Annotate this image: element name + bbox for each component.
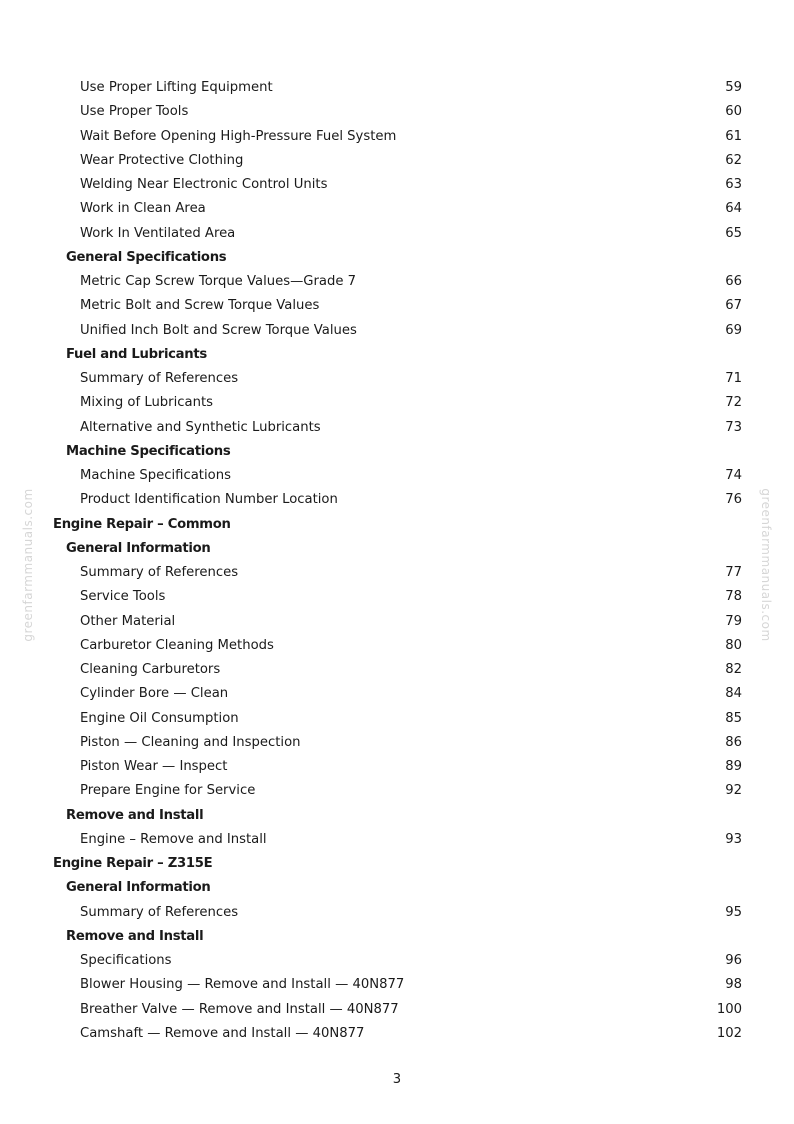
toc-entry-page-number: 72 [725,395,742,411]
toc-entry-title: Cleaning Carburetors [80,662,221,677]
toc-entry[interactable] [0,828,794,852]
toc-entry-title: Piston — Cleaning and Inspection [80,734,301,750]
toc-entry-page-number: 64 [725,201,742,217]
toc-entry-title: Blower Housing — Remove and Install — 40N877 [80,977,405,993]
toc-entry-page-number: 102 [716,1025,742,1041]
toc-entry-page-number: 59 [725,80,742,95]
toc-entry-title: Work In Ventilated Area [80,225,236,241]
toc-entry[interactable] [0,391,794,415]
toc-section-heading [0,440,794,464]
toc-entry-title: Unified Inch Bolt and Screw Torque Values [80,322,357,338]
toc-entry[interactable] [0,901,794,925]
toc-entry-page-number: 78 [725,589,742,605]
toc-entry-page-number: 77 [725,565,742,580]
toc-entry-page-number: 79 [725,613,742,629]
toc-entry-page-number: 71 [725,371,742,386]
toc-entry[interactable] [0,149,794,173]
toc-entry[interactable] [0,561,794,585]
toc-entry[interactable] [0,222,794,246]
toc-entry-page-number: 73 [725,419,742,435]
toc-entry-title: Summary of References [80,565,239,580]
toc-entry-page-number: 85 [725,710,742,726]
toc-entry[interactable] [0,100,794,124]
toc-entry-title: General Information [66,880,211,896]
toc-entry-title: Use Proper Tools [80,104,189,120]
toc-entry-title: Prepare Engine for Service [80,783,256,799]
toc-entry-title: Breather Valve — Remove and Install — 40N877 [80,1001,399,1017]
toc-entry-title: Cylinder Bore — Clean [80,686,229,702]
toc-entry-title: Metric Cap Screw Torque Values—Grade 7 [80,274,357,289]
toc-entry-title: Service Tools [80,589,166,605]
toc-entry-title: General Information [66,540,211,556]
toc-entry[interactable] [0,125,794,149]
toc-entry-title: Wear Protective Clothing [80,152,244,168]
toc-entry[interactable] [0,585,794,609]
toc-entry-page-number: 84 [725,686,742,702]
toc-entry[interactable] [0,1022,794,1046]
toc-entry-page-number: 89 [725,759,742,774]
toc-entry-title: Engine Repair – Z315E [53,856,213,871]
toc-entry[interactable] [0,682,794,706]
toc-entry-page-number: 86 [725,734,742,750]
toc-entry-title: Carburetor Cleaning Methods [80,637,274,653]
toc-entry-title: Mixing of Lubricants [80,395,213,411]
toc-entry-page-number: 76 [725,492,742,508]
toc-entry-title: Wait Before Opening High-Pressure Fuel System [80,128,397,144]
toc-entry-page-number: 60 [725,104,742,120]
toc-entry-page-number: 100 [716,1001,742,1017]
toc-section-heading [0,804,794,828]
toc-entry-title: Specifications [80,953,172,968]
toc-entry-title: Machine Specifications [66,443,231,459]
toc-entry-page-number: 92 [725,783,742,799]
toc-entry-title: Engine Oil Consumption [80,710,239,726]
toc-entry[interactable] [0,294,794,318]
toc-chapter-heading [0,513,794,537]
toc-entry[interactable] [0,367,794,391]
toc-entry-title: Remove and Install [66,807,204,823]
toc-entry[interactable] [0,779,794,803]
toc-entry-title: Remove and Install [66,928,204,944]
toc-entry[interactable] [0,998,794,1022]
toc-entry-title: Welding Near Electronic Control Units [80,177,328,192]
toc-entry-title: Camshaft — Remove and Install — 40N877 [80,1025,365,1041]
toc-section-heading [0,246,794,270]
toc-section-heading [0,925,794,949]
toc-entry[interactable] [0,173,794,197]
toc-entry-title: Engine Repair – Common [53,516,231,532]
toc-entry-title: Metric Bolt and Screw Torque Values [80,298,320,314]
toc-entry[interactable] [0,197,794,221]
toc-entry-page-number: 98 [725,977,742,993]
toc-section-heading [0,876,794,900]
toc-entry-page-number: 67 [725,298,742,314]
toc-entry[interactable] [0,416,794,440]
toc-entry[interactable] [0,464,794,488]
toc-entry-page-number: 61 [725,128,742,144]
toc-entry[interactable] [0,488,794,512]
toc-entry[interactable] [0,755,794,779]
toc-entry-page-number: 82 [725,662,742,677]
watermark-left: greenfarmmanuals.com [21,488,35,642]
toc-entry-title: General Specifications [66,249,227,265]
toc-entry[interactable] [0,610,794,634]
toc-entry-page-number: 93 [725,831,742,847]
watermark-right: greenfarmmanuals.com [759,488,773,642]
toc-entry-page-number: 62 [725,152,742,168]
toc-entry-title: Product Identification Number Location [80,492,338,508]
toc-entry-title: Work in Clean Area [80,201,206,217]
toc-entry-title: Machine Specifications [80,468,231,483]
toc-entry[interactable] [0,319,794,343]
toc-entry-title: Summary of References [80,904,239,920]
toc-entry-page-number: 96 [725,953,742,968]
toc-entry[interactable] [0,707,794,731]
toc-entry[interactable] [0,270,794,294]
toc-entry[interactable] [0,973,794,997]
toc-entry[interactable] [0,949,794,973]
toc-entry-title: Engine – Remove and Install [80,831,267,847]
toc-section-heading [0,537,794,561]
toc-entry-title: Use Proper Lifting Equipment [80,80,273,95]
table-of-contents [0,76,794,1046]
toc-entry-page-number: 65 [725,225,742,241]
toc-entry-title: Other Material [80,613,176,629]
toc-entry[interactable] [0,731,794,755]
toc-entry-page-number: 80 [725,637,742,653]
toc-entry[interactable] [0,658,794,682]
toc-entry-page-number: 74 [725,468,742,483]
toc-entry-title: Summary of References [80,371,239,386]
toc-entry[interactable] [0,76,794,100]
toc-section-heading [0,343,794,367]
toc-entry-title: Piston Wear — Inspect [80,759,228,774]
toc-entry-page-number: 63 [725,177,742,192]
toc-entry-page-number: 95 [725,904,742,920]
toc-entry-title: Fuel and Lubricants [66,346,207,362]
toc-chapter-heading [0,852,794,876]
page-number: 3 [392,1072,402,1087]
toc-entry-title: Alternative and Synthetic Lubricants [80,419,321,435]
toc-entry[interactable] [0,634,794,658]
toc-entry-page-number: 69 [725,322,742,338]
toc-entry-page-number: 66 [725,274,742,289]
